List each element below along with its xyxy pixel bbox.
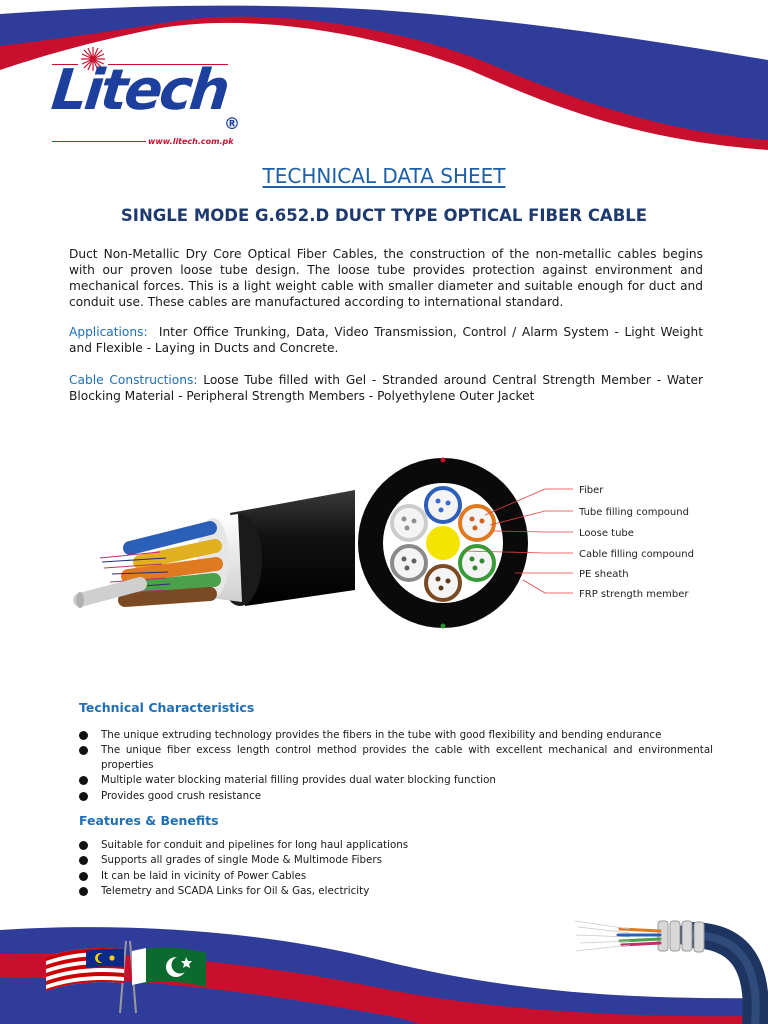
bullet-icon xyxy=(79,792,88,801)
technical-characteristics-list xyxy=(79,728,713,804)
constructions-paragraph xyxy=(69,372,703,404)
list-item-text: Multiple water blocking material filling provides dual water blocking function xyxy=(101,774,496,787)
diagram-label: PE sheath xyxy=(579,569,629,580)
logo-rule xyxy=(52,141,146,142)
list-item-text: Supports all grades of single Mode & Multimode Fibers xyxy=(101,854,382,867)
cable-cross-section-diagram xyxy=(355,455,700,633)
features-benefits-heading: Features & Benefits xyxy=(79,813,219,828)
cable-photo xyxy=(70,478,360,628)
bullet-icon xyxy=(79,841,88,850)
bullet-icon xyxy=(79,872,88,881)
list-item xyxy=(79,773,713,787)
list-item xyxy=(79,789,713,803)
list-item xyxy=(79,884,713,898)
list-item-text: Provides good crush resistance xyxy=(101,789,262,802)
intro-paragraph: Duct Non-Metallic Dry Core Optical Fiber Cables, the construction of the non-metallic cables begins with our proven loose tube design. The loose tube provides protection against environment and mechanical forces. This is a light weight cable with smaller diameter and suitable enough for duct and conduit use. These cables are manufactured according to international standard. xyxy=(69,247,703,309)
list-item-text: Telemetry and SCADA Links for Oil & Gas, electricity xyxy=(101,885,370,898)
list-item xyxy=(79,728,713,742)
constructions-text: Loose Tube filled with Gel - Stranded around Central Strength Member - Water Blocking Material - Peripheral Strength Members - Polyethylene Outer Jacket xyxy=(69,373,704,403)
document-title: TECHNICAL DATA SHEET xyxy=(262,164,506,188)
pakistan-flag-icon xyxy=(132,947,206,987)
list-item xyxy=(79,743,713,772)
bullet-icon xyxy=(79,746,88,755)
website-url[interactable]: www.litech.com.pk xyxy=(148,137,234,146)
bullet-icon xyxy=(79,776,88,785)
flags-illustration xyxy=(40,935,210,1015)
list-item xyxy=(79,838,713,852)
list-item xyxy=(79,853,713,867)
applications-label: Applications: xyxy=(69,325,148,339)
features-benefits-list xyxy=(79,838,713,900)
constructions-label: Cable Constructions: xyxy=(69,373,198,387)
registered-mark: ® xyxy=(224,114,240,133)
diagram-label: Fiber xyxy=(579,485,604,496)
bullet-icon xyxy=(79,887,88,896)
diagram-label: Tube filling compound xyxy=(579,507,689,518)
applications-paragraph xyxy=(69,324,703,356)
applications-text: Inter Office Trunking, Data, Video Transmission, Control / Alarm System - Light Weight and Flexible - Laying in Ducts and Concrete. xyxy=(69,325,703,355)
malaysia-flag-icon xyxy=(46,948,124,991)
cable-illustration xyxy=(570,915,768,1024)
list-item xyxy=(79,869,713,883)
document-subtitle: SINGLE MODE G.652.D DUCT TYPE OPTICAL FIBER CABLE xyxy=(120,206,648,225)
bullet-icon xyxy=(79,856,88,865)
list-item-text: The unique fiber excess length control method provides the cable with excellent mechanical and environmental properties xyxy=(101,744,713,771)
list-item-text: Suitable for conduit and pipelines for long haul applications xyxy=(101,839,409,851)
diagram-label: Cable filling compound xyxy=(579,549,694,560)
logo-wordmark: Litech xyxy=(48,58,231,123)
litech-logo xyxy=(48,50,252,150)
technical-characteristics-heading: Technical Characteristics xyxy=(79,700,255,715)
diagram-label: FRP strength member xyxy=(579,589,689,600)
bullet-icon xyxy=(79,731,88,740)
list-item-text: It can be laid in vicinity of Power Cables xyxy=(101,869,307,882)
list-item-text: The unique extruding technology provides the fibers in the tube with good flexibility and bending endurance xyxy=(101,729,662,741)
diagram-label: Loose tube xyxy=(579,528,634,539)
